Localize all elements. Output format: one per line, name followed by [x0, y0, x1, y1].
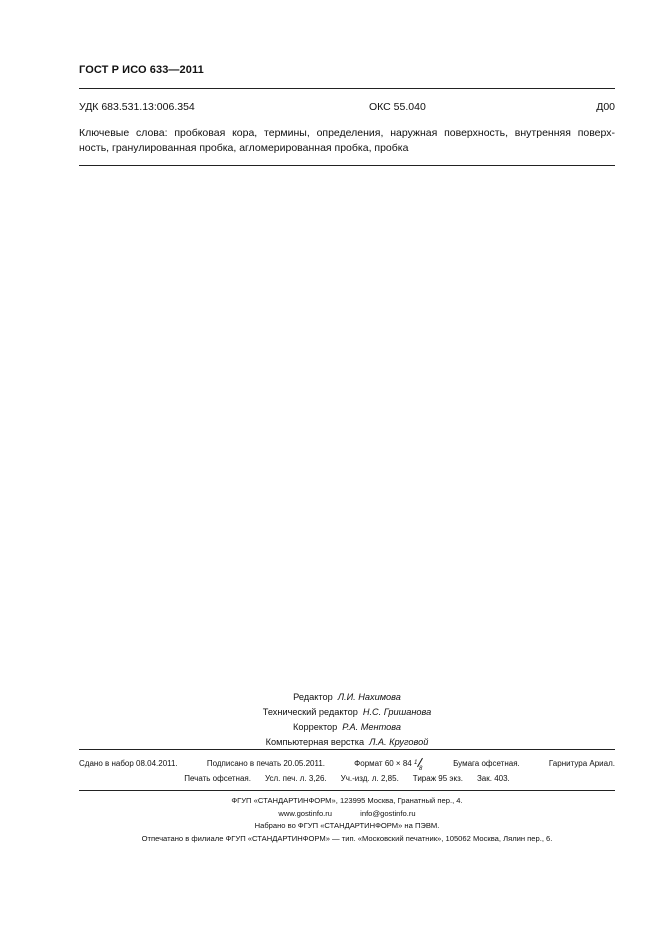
editorial-credits [79, 690, 615, 750]
credit-person: Л.А. Круговой [369, 737, 429, 747]
credit-proofreader [79, 720, 615, 735]
keywords-divider [79, 165, 615, 166]
credit-role: Корректор [293, 722, 338, 732]
publisher-address: ФГУП «СТАНДАРТИНФОРМ», 123995 Москва, Гранатный пер., 4. [231, 796, 463, 805]
publisher-sheets: Уч.-изд. л. 2,85. [340, 774, 399, 783]
print-sheets: Усл. печ. л. 3,26. [264, 774, 327, 783]
printing-row-1 [79, 756, 615, 771]
classification-row [79, 101, 615, 113]
order-number: Зак. 403. [476, 774, 510, 783]
publisher-website-link[interactable]: www.gostinfo.ru [278, 808, 333, 818]
typeface: Гарнитура Ариал. [548, 759, 615, 768]
printing-divider [79, 790, 615, 791]
typeset-note: Набрано во ФГУП «СТАНДАРТИНФОРМ» на ПЭВМ. [254, 821, 440, 830]
credit-person: Н.С. Гришанова [362, 707, 432, 717]
format-prefix: Формат 60 × 84 [354, 759, 412, 768]
publisher-email-link[interactable]: info@gostinfo.ru [360, 808, 416, 818]
credit-person: Р.А. Ментова [342, 722, 401, 732]
circulation: Тираж 95 экз. [412, 774, 463, 783]
format-fraction [413, 758, 424, 772]
submitted-date: Сдано в набор 08.04.2011. [79, 759, 178, 768]
credit-editor [79, 690, 615, 705]
credit-person: Л.И. Нахимова [337, 692, 401, 702]
signed-date: Подписано в печать 20.05.2011. [206, 759, 326, 768]
document-header-title: ГОСТ Р ИСО 633—2011 [79, 64, 204, 76]
keywords-paragraph [79, 126, 615, 155]
udk-code: УДК 683.531.13:006.354 [79, 101, 195, 113]
publisher-info [79, 795, 615, 845]
header-divider [79, 88, 615, 89]
paper-format [354, 756, 424, 771]
printing-details [79, 756, 615, 786]
print-type: Печать офсетная. [184, 774, 251, 783]
credit-role: Редактор [293, 692, 333, 702]
printing-row-2 [79, 771, 615, 786]
keywords-line-1: Ключевые слова: пробковая кора, термины, определения, наружная поверхность, внутренняя поверх- [79, 127, 615, 139]
credit-role: Технический редактор [262, 707, 358, 717]
printed-note: Отпечатано в филиале ФГУП «СТАНДАРТИНФОРМ» — тип. «Московский печатник», 105062 Москва, Лялин пер., 6. [141, 833, 553, 843]
credit-layout [79, 735, 615, 750]
group-code: Д00 [596, 101, 615, 113]
format-fraction-denominator: 8 [418, 766, 423, 772]
paper-type: Бумага офсетная. [453, 759, 520, 768]
credit-technical-editor [79, 705, 615, 720]
credits-divider [79, 749, 615, 750]
oks-code: ОКС 55.040 [369, 101, 426, 113]
format-fraction-numerator: 1 [413, 760, 418, 766]
keywords-line-2: ность, гранулированная пробка, агломерированная пробка, пробка [79, 141, 409, 154]
credit-role: Компьютерная верстка [265, 737, 365, 747]
publisher-contacts [79, 808, 615, 821]
